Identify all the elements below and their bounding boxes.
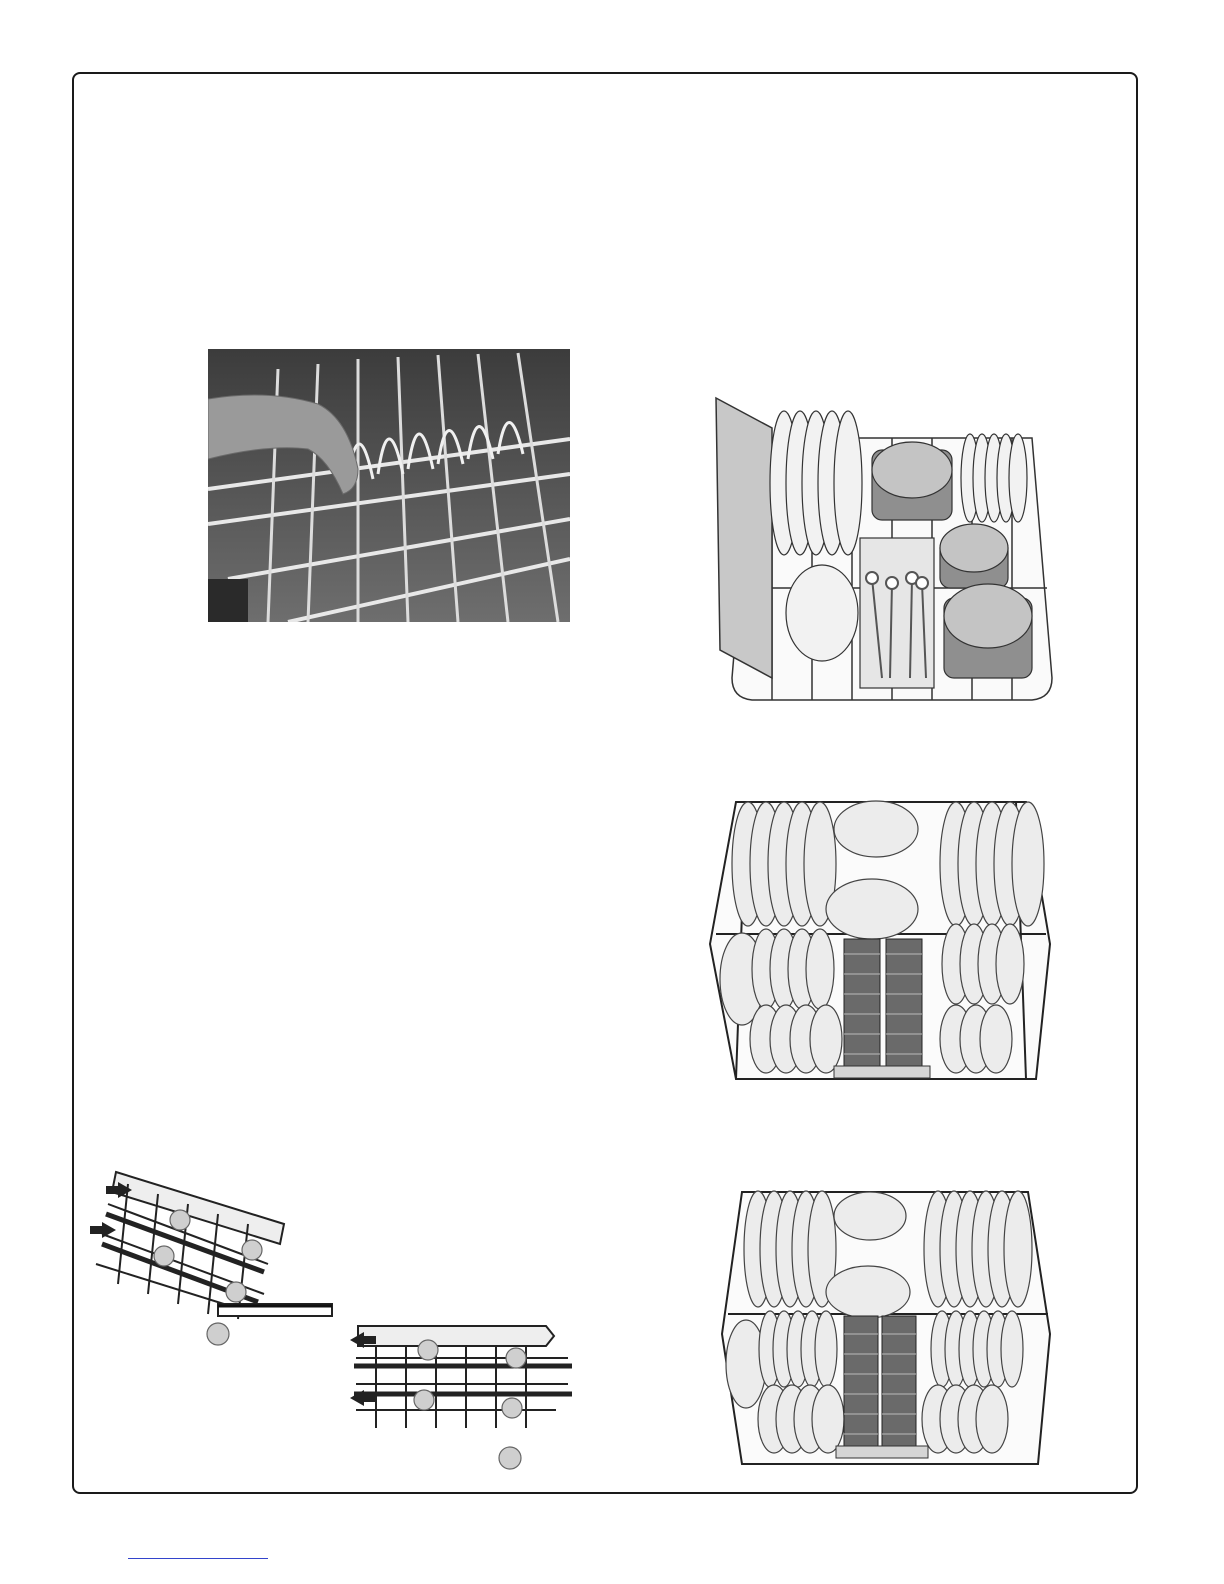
upper-rack-graphic: [712, 388, 1064, 708]
rack-wheel-install-illustration: [336, 1318, 576, 1476]
lower-rack-a-graphic: [706, 794, 1054, 1090]
rack-photo-graphic: [208, 349, 570, 622]
rack-wheel-removal-illustration: [88, 1164, 338, 1350]
lower-rack-b-graphic: [718, 1184, 1054, 1474]
wheel-removal-graphic: [88, 1164, 338, 1350]
upper-rack-illustration: [712, 388, 1064, 708]
footer-link-underline[interactable]: [128, 1558, 268, 1559]
lower-rack-illustration-a: [706, 794, 1054, 1090]
rack-tines-photo: [208, 349, 570, 622]
wheel-install-graphic: [336, 1318, 576, 1476]
lower-rack-illustration-b: [718, 1184, 1054, 1474]
